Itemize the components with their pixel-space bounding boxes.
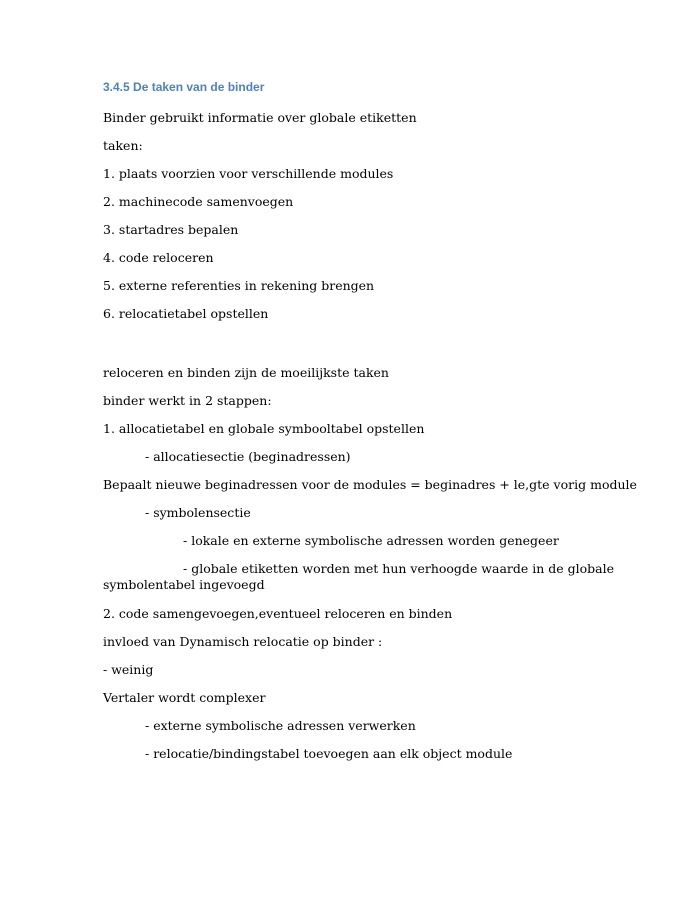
- sub-sub-list-item: - lokale en externe symbolische adressen worden genegeer: [183, 533, 559, 548]
- paragraph-line: taken:: [103, 138, 143, 153]
- paragraph-line: invloed van Dynamisch relocatie op binder :: [103, 634, 383, 649]
- wrapped-line-first: - globale etiketten worden met hun verhoogde waarde in de globale: [183, 561, 615, 576]
- section-heading: 3.4.5 De taken van de binder: [103, 80, 265, 94]
- list-item: 4. code reloceren: [103, 250, 214, 265]
- list-item: - weinig: [103, 662, 154, 677]
- wrapped-list-item: [103, 561, 614, 593]
- wrapped-line-second: symbolentabel ingevoegd: [103, 577, 265, 592]
- sub-list-item: - externe symbolische adressen verwerken: [145, 718, 416, 733]
- sub-list-item: - symbolensectie: [145, 505, 251, 520]
- list-item: 6. relocatietabel opstellen: [103, 306, 269, 321]
- paragraph-line: Vertaler wordt complexer: [103, 690, 266, 705]
- list-item: 5. externe referenties in rekening brengen: [103, 278, 375, 293]
- sub-list-item: - relocatie/bindingstabel toevoegen aan elk object module: [145, 746, 513, 761]
- list-item: 2. machinecode samenvoegen: [103, 194, 294, 209]
- list-item: 1. plaats voorzien voor verschillende modules: [103, 166, 394, 181]
- paragraph-line: Binder gebruikt informatie over globale etiketten: [103, 110, 417, 125]
- paragraph-line: binder werkt in 2 stappen:: [103, 393, 272, 408]
- paragraph-line: reloceren en binden zijn de moeilijkste taken: [103, 365, 389, 380]
- list-item: 1. allocatietabel en globale symbooltabel opstellen: [103, 421, 425, 436]
- list-item: 2. code samengevoegen,eventueel reloceren en binden: [103, 606, 453, 621]
- paragraph-line: Bepaalt nieuwe beginadressen voor de modules = beginadres + le,gte vorig module: [103, 477, 637, 492]
- sub-list-item: - allocatiesectie (beginadressen): [145, 449, 351, 464]
- list-item: 3. startadres bepalen: [103, 222, 239, 237]
